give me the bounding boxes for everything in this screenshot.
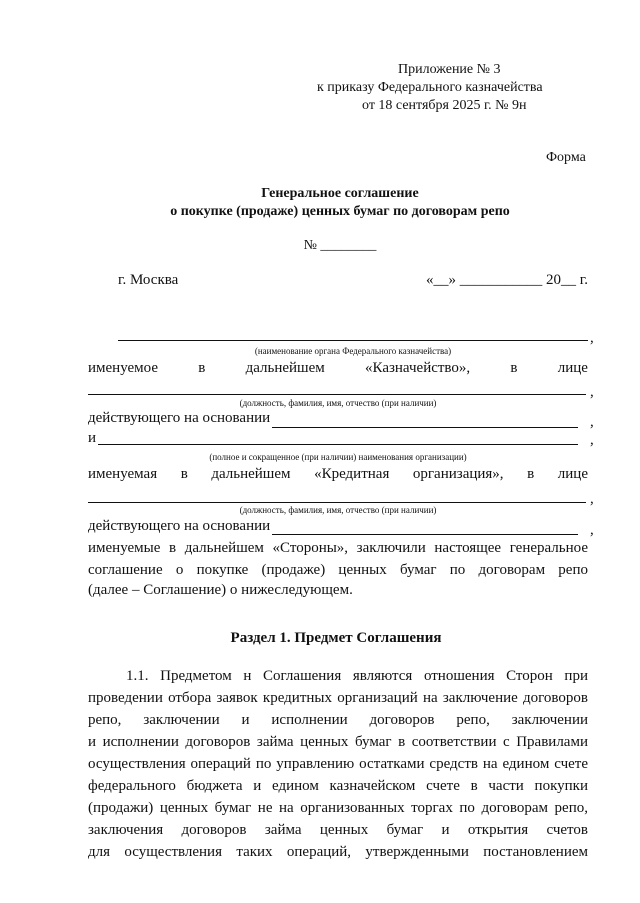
- section-para-line-2: проведении отбора заявок кредитных организаций на заключение договоров: [88, 690, 588, 706]
- treasury-official-line[interactable]: [88, 394, 586, 395]
- closing-line-3: (далее – Соглашение) о нижеследующем.: [88, 582, 353, 598]
- city: г. Москва: [118, 272, 179, 288]
- caption-organization-official: (должность, фамилия, имя, отчество (при наличии): [239, 505, 437, 515]
- agreement-date: «__» ___________ 20__ г.: [426, 272, 588, 288]
- conjunction-and: и: [88, 430, 97, 446]
- form-label: Форма: [546, 150, 586, 165]
- document-number: № ________: [303, 238, 377, 253]
- order-reference: к приказу Федерального казначейства: [317, 80, 543, 95]
- basis-label-1: действующего на основании: [88, 410, 271, 426]
- section-para-line-5: осуществления операций по управлению остатками средств на едином счете: [88, 756, 588, 772]
- section-para-line-3: репо, заключении и исполнении договоров репо, заключении: [88, 712, 588, 728]
- section-para-line-1: 1.1. Предметом н Соглашения являются отношения Сторон при: [126, 668, 588, 684]
- treasury-row: именуемое в дальнейшем «Казначейство», в лице: [88, 360, 588, 376]
- appendix-number: Приложение № 3: [398, 62, 501, 77]
- caption-treasury-name: (наименование органа Федерального казначейства): [254, 346, 452, 356]
- section-para-line-8: заключения договоров займа ценных бумаг и открытия счетов: [88, 822, 588, 838]
- closing-line-2: соглашение о покупке (продаже) ценных бумаг по договорам репо: [88, 562, 588, 578]
- section-heading: Раздел 1. Предмет Соглашения: [230, 630, 442, 646]
- organization-official-line[interactable]: [88, 502, 586, 503]
- document-title: Генеральное соглашение: [261, 186, 419, 201]
- treasury-name-line[interactable]: [118, 340, 588, 341]
- document-page: Приложение № 3 к приказу Федерального казначейства от 18 сентября 2025 г. № 9н Форма Генеральное соглашение о покупке (продаже) ценных бумаг по договорам репо № ________ г. Москва «__» ___________ 20__ г. , (наименование органа Федерального казначейства) именуемое в дальнейшем «Казначейство», в лице , (должность, фамилия, имя, отчество (при наличии) действующего на основании , и , (полное и сокращенное (при наличии) наименования организации) именуемая в дальнейшем «Кредитная организация», в лице , (должность, фамилия, имя, отчество (при наличии) действующего на основании , именуемые в дальнейшем «Стороны», заключили настоящее генеральное соглашение о покупке (продаже) ценных бумаг по договорам репо (далее – Соглашение) о нижеследующем. Раздел 1. Предмет Соглашения 1.1. Предметом н Соглашения являются отношения Сторон при проведении отбора заявок кредитных организаций на заключение договоров репо, заключении и исполнении договоров репо, заключении и исполнении договоров займа ценных бумаг в соответствии с Правилами осуществления операций по управлению остатками средств на едином счете федерального бюджета и едином казначейском счете в части покупки (продажи) ценных бумаг не на организованных торгах по договорам репо, заключения договоров займа ценных бумаг и открытия счетов для осуществления таких операций, утвержденными постановлением: [0, 0, 640, 903]
- order-date: от 18 сентября 2025 г. № 9н: [362, 98, 527, 113]
- section-para-line-9: для осуществления таких операций, утвержденными постановлением: [88, 844, 588, 860]
- caption-treasury-official: (должность, фамилия, имя, отчество (при наличии): [239, 398, 437, 408]
- document-subtitle: о покупке (продаже) ценных бумаг по договорам репо: [170, 204, 510, 219]
- section-para-line-6: федерального бюджета и едином казначейском счете в части покупки: [88, 778, 588, 794]
- closing-line-1: именуемые в дальнейшем «Стороны», заключили настоящее генеральное: [88, 540, 588, 556]
- section-para-line-7: (продажи) ценных бумаг не на организованных торгах по договорам репо,: [88, 800, 588, 816]
- caption-organization-name: (полное и сокращенное (при наличии) наименования организации): [209, 452, 467, 462]
- organization-name-line[interactable]: [98, 444, 578, 445]
- organization-row: именуемая в дальнейшем «Кредитная организация», в лице: [88, 466, 588, 482]
- basis-line-1[interactable]: [272, 427, 578, 428]
- section-para-line-4: и исполнении договоров займа ценных бумаг в соответствии с Правилами: [88, 734, 588, 750]
- basis-line-2[interactable]: [272, 534, 578, 535]
- basis-label-2: действующего на основании: [88, 518, 271, 534]
